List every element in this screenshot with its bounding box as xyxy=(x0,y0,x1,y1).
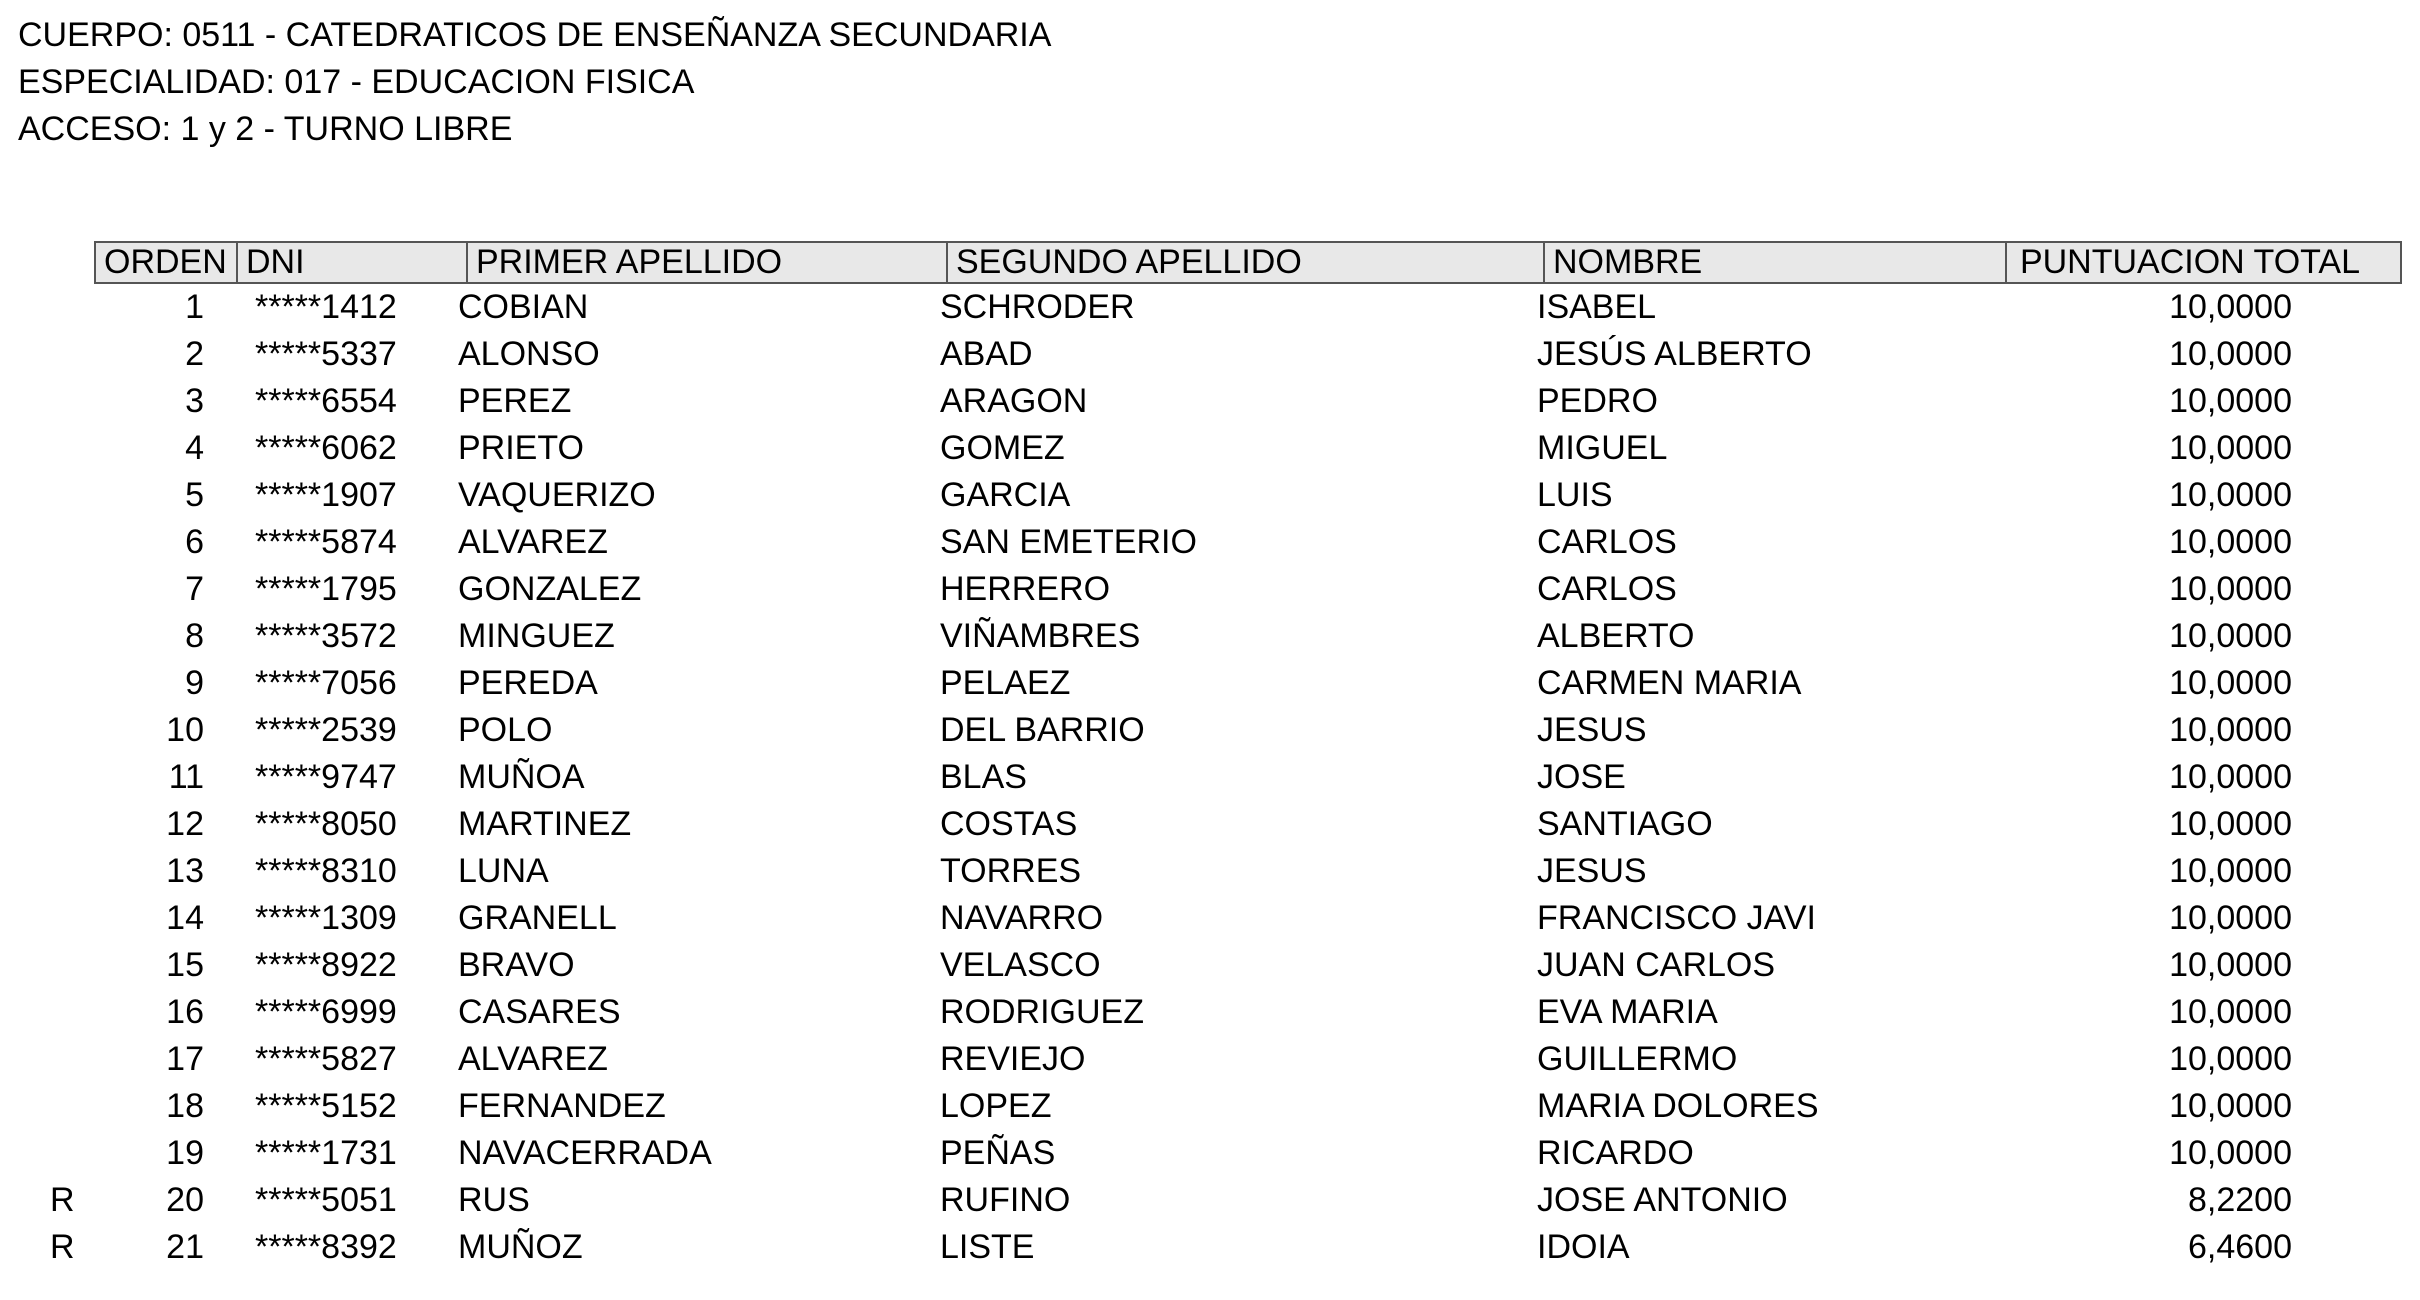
table-header xyxy=(94,241,2402,284)
row-orden: 18 xyxy=(166,1087,204,1125)
row-nombre: ISABEL xyxy=(1537,288,1657,326)
row-dni: *****8050 xyxy=(255,805,397,843)
row-puntuacion: 10,0000 xyxy=(2169,711,2292,749)
row-orden: 3 xyxy=(185,382,204,420)
row-orden: 13 xyxy=(166,852,204,890)
table-row xyxy=(0,660,2420,707)
row-segundo-apellido: VIÑAMBRES xyxy=(940,617,1141,655)
table-row xyxy=(0,848,2420,895)
row-dni: *****3572 xyxy=(255,617,397,655)
row-dni: *****5827 xyxy=(255,1040,397,1078)
row-nombre: ALBERTO xyxy=(1537,617,1695,655)
column-header-nombre: NOMBRE xyxy=(1543,243,2005,282)
row-nombre: CARLOS xyxy=(1537,523,1677,561)
row-puntuacion: 10,0000 xyxy=(2169,805,2292,843)
row-segundo-apellido: HERRERO xyxy=(940,570,1111,608)
row-orden: 8 xyxy=(185,617,204,655)
row-segundo-apellido: GOMEZ xyxy=(940,429,1065,467)
row-puntuacion: 10,0000 xyxy=(2169,1134,2292,1172)
row-puntuacion: 10,0000 xyxy=(2169,664,2292,702)
row-puntuacion: 10,0000 xyxy=(2169,899,2292,937)
row-nombre: IDOIA xyxy=(1537,1228,1630,1266)
table-row xyxy=(0,754,2420,801)
table-body xyxy=(0,284,2420,1271)
row-primer-apellido: PRIETO xyxy=(458,429,584,467)
row-segundo-apellido: BLAS xyxy=(940,758,1027,796)
row-dni: *****1795 xyxy=(255,570,397,608)
row-nombre: MIGUEL xyxy=(1537,429,1668,467)
column-header-orden: ORDEN xyxy=(104,243,227,281)
row-segundo-apellido: ARAGON xyxy=(940,382,1088,420)
row-puntuacion: 10,0000 xyxy=(2169,476,2292,514)
row-orden: 14 xyxy=(166,899,204,937)
row-primer-apellido: CASARES xyxy=(458,993,621,1031)
row-dni: *****9747 xyxy=(255,758,397,796)
row-flag: R xyxy=(50,1181,75,1219)
row-orden: 16 xyxy=(166,993,204,1031)
row-orden: 1 xyxy=(185,288,204,326)
row-nombre: PEDRO xyxy=(1537,382,1658,420)
row-nombre: FRANCISCO JAVI xyxy=(1537,899,1816,937)
row-primer-apellido: GRANELL xyxy=(458,899,617,937)
column-header-dni: DNI xyxy=(236,243,466,282)
table-row xyxy=(0,801,2420,848)
row-puntuacion: 10,0000 xyxy=(2169,1040,2292,1078)
row-puntuacion: 10,0000 xyxy=(2169,429,2292,467)
table-row xyxy=(0,895,2420,942)
row-flag: R xyxy=(50,1228,75,1266)
row-orden: 6 xyxy=(185,523,204,561)
row-segundo-apellido: LISTE xyxy=(940,1228,1035,1266)
row-segundo-apellido: DEL BARRIO xyxy=(940,711,1145,749)
row-primer-apellido: RUS xyxy=(458,1181,530,1219)
row-nombre: CARMEN MARIA xyxy=(1537,664,1802,702)
row-dni: *****7056 xyxy=(255,664,397,702)
row-orden: 4 xyxy=(185,429,204,467)
row-nombre: GUILLERMO xyxy=(1537,1040,1738,1078)
row-orden: 10 xyxy=(166,711,204,749)
row-nombre: JESÚS ALBERTO xyxy=(1537,335,1812,373)
row-orden: 17 xyxy=(166,1040,204,1078)
row-segundo-apellido: LOPEZ xyxy=(940,1087,1052,1125)
row-dni: *****5152 xyxy=(255,1087,397,1125)
especialidad-line: ESPECIALIDAD: 017 - EDUCACION FISICA xyxy=(18,63,695,101)
table-row xyxy=(0,942,2420,989)
table-row xyxy=(0,331,2420,378)
row-primer-apellido: ALVAREZ xyxy=(458,1040,608,1078)
row-primer-apellido: VAQUERIZO xyxy=(458,476,656,514)
table-row xyxy=(0,284,2420,331)
table-row xyxy=(0,1130,2420,1177)
table-row xyxy=(0,566,2420,613)
row-segundo-apellido: PELAEZ xyxy=(940,664,1071,702)
row-segundo-apellido: GARCIA xyxy=(940,476,1071,514)
row-segundo-apellido: NAVARRO xyxy=(940,899,1104,937)
row-nombre: JOSE ANTONIO xyxy=(1537,1181,1788,1219)
row-primer-apellido: MUÑOZ xyxy=(458,1228,583,1266)
row-nombre: EVA MARIA xyxy=(1537,993,1718,1031)
row-dni: *****2539 xyxy=(255,711,397,749)
row-nombre: SANTIAGO xyxy=(1537,805,1713,843)
row-nombre: RICARDO xyxy=(1537,1134,1694,1172)
row-primer-apellido: POLO xyxy=(458,711,553,749)
row-primer-apellido: MINGUEZ xyxy=(458,617,615,655)
row-segundo-apellido: REVIEJO xyxy=(940,1040,1086,1078)
row-nombre: MARIA DOLORES xyxy=(1537,1087,1819,1125)
row-puntuacion: 10,0000 xyxy=(2169,946,2292,984)
row-puntuacion: 8,2200 xyxy=(2188,1181,2292,1219)
row-puntuacion: 10,0000 xyxy=(2169,523,2292,561)
row-primer-apellido: BRAVO xyxy=(458,946,575,984)
row-segundo-apellido: RODRIGUEZ xyxy=(940,993,1144,1031)
row-orden: 2 xyxy=(185,335,204,373)
row-primer-apellido: ALONSO xyxy=(458,335,600,373)
row-nombre: JOSE xyxy=(1537,758,1626,796)
row-primer-apellido: FERNANDEZ xyxy=(458,1087,666,1125)
row-orden: 5 xyxy=(185,476,204,514)
row-dni: *****5051 xyxy=(255,1181,397,1219)
row-orden: 12 xyxy=(166,805,204,843)
row-dni: *****1731 xyxy=(255,1134,397,1172)
row-nombre: CARLOS xyxy=(1537,570,1677,608)
row-dni: *****1907 xyxy=(255,476,397,514)
table-row xyxy=(0,613,2420,660)
table-row xyxy=(0,425,2420,472)
row-orden: 21 xyxy=(166,1228,204,1266)
row-nombre: JESUS xyxy=(1537,852,1647,890)
row-primer-apellido: COBIAN xyxy=(458,288,589,326)
row-dni: *****8922 xyxy=(255,946,397,984)
row-dni: *****6554 xyxy=(255,382,397,420)
table-row xyxy=(0,1224,2420,1271)
row-dni: *****8310 xyxy=(255,852,397,890)
row-dni: *****1412 xyxy=(255,288,397,326)
row-puntuacion: 10,0000 xyxy=(2169,852,2292,890)
row-puntuacion: 10,0000 xyxy=(2169,993,2292,1031)
table-row xyxy=(0,1177,2420,1224)
table-row xyxy=(0,707,2420,754)
row-dni: *****6999 xyxy=(255,993,397,1031)
row-orden: 15 xyxy=(166,946,204,984)
row-dni: *****6062 xyxy=(255,429,397,467)
row-primer-apellido: PEREDA xyxy=(458,664,598,702)
row-puntuacion: 10,0000 xyxy=(2169,570,2292,608)
column-header-segundo-apellido: SEGUNDO APELLIDO xyxy=(946,243,1543,282)
row-orden: 11 xyxy=(168,758,204,796)
row-puntuacion: 6,4600 xyxy=(2188,1228,2292,1266)
row-nombre: JESUS xyxy=(1537,711,1647,749)
row-segundo-apellido: TORRES xyxy=(940,852,1082,890)
row-primer-apellido: GONZALEZ xyxy=(458,570,642,608)
cuerpo-line: CUERPO: 0511 - CATEDRATICOS DE ENSEÑANZA SECUNDARIA xyxy=(18,16,1052,54)
row-segundo-apellido: VELASCO xyxy=(940,946,1101,984)
row-puntuacion: 10,0000 xyxy=(2169,1087,2292,1125)
table-row xyxy=(0,519,2420,566)
table-row xyxy=(0,378,2420,425)
row-primer-apellido: ALVAREZ xyxy=(458,523,608,561)
row-puntuacion: 10,0000 xyxy=(2169,758,2292,796)
row-dni: *****5874 xyxy=(255,523,397,561)
table-row xyxy=(0,472,2420,519)
row-primer-apellido: LUNA xyxy=(458,852,549,890)
row-orden: 7 xyxy=(185,570,204,608)
table-row xyxy=(0,1083,2420,1130)
row-segundo-apellido: ABAD xyxy=(940,335,1033,373)
row-orden: 9 xyxy=(185,664,204,702)
row-dni: *****5337 xyxy=(255,335,397,373)
column-header-primer-apellido: PRIMER APELLIDO xyxy=(466,243,946,282)
table-row xyxy=(0,989,2420,1036)
table-row xyxy=(0,1036,2420,1083)
row-nombre: JUAN CARLOS xyxy=(1537,946,1776,984)
row-puntuacion: 10,0000 xyxy=(2169,382,2292,420)
row-segundo-apellido: SCHRODER xyxy=(940,288,1135,326)
row-puntuacion: 10,0000 xyxy=(2169,288,2292,326)
row-nombre: LUIS xyxy=(1537,476,1613,514)
row-dni: *****8392 xyxy=(255,1228,397,1266)
row-primer-apellido: MARTINEZ xyxy=(458,805,632,843)
column-header-puntuacion-total: PUNTUACION TOTAL xyxy=(2005,243,2400,282)
row-segundo-apellido: PEÑAS xyxy=(940,1134,1056,1172)
row-segundo-apellido: RUFINO xyxy=(940,1181,1071,1219)
row-segundo-apellido: SAN EMETERIO xyxy=(940,523,1197,561)
row-orden: 20 xyxy=(166,1181,204,1219)
row-primer-apellido: NAVACERRADA xyxy=(458,1134,712,1172)
acceso-line: ACCESO: 1 y 2 - TURNO LIBRE xyxy=(18,110,513,148)
row-puntuacion: 10,0000 xyxy=(2169,617,2292,655)
row-dni: *****1309 xyxy=(255,899,397,937)
row-primer-apellido: MUÑOA xyxy=(458,758,585,796)
row-segundo-apellido: COSTAS xyxy=(940,805,1078,843)
row-primer-apellido: PEREZ xyxy=(458,382,572,420)
row-orden: 19 xyxy=(166,1134,204,1172)
row-puntuacion: 10,0000 xyxy=(2169,335,2292,373)
